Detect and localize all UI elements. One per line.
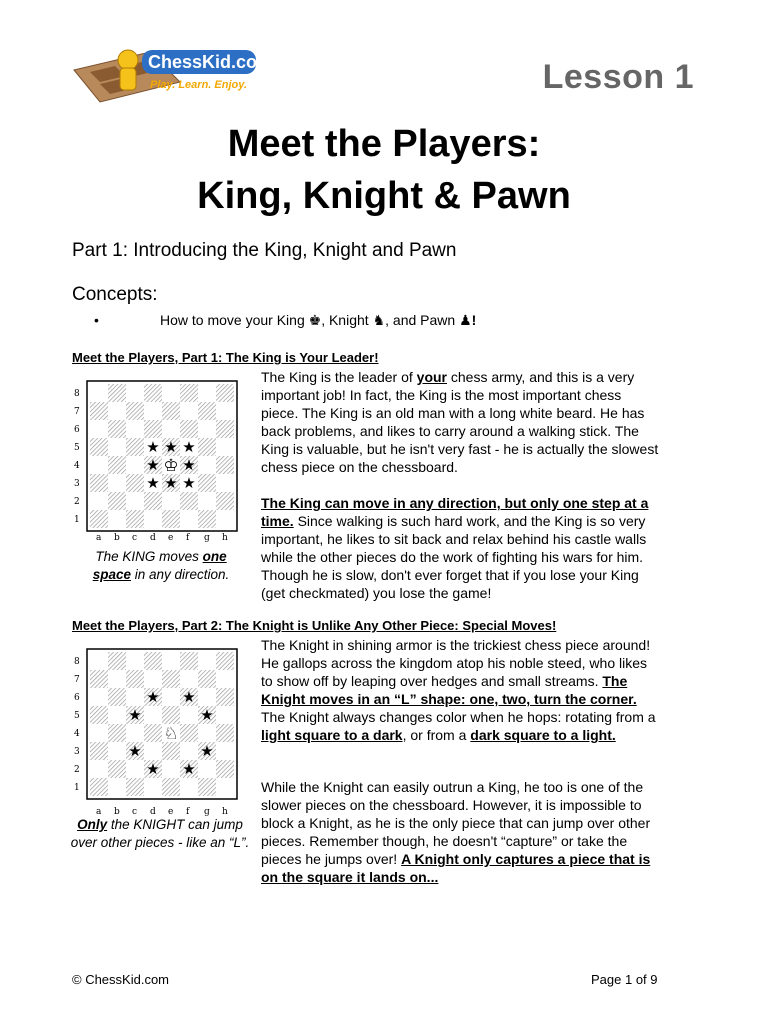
board-square-h1 [216, 778, 234, 796]
board-square-f7 [180, 402, 198, 420]
board-square-a4 [90, 724, 108, 742]
board-square-a8 [90, 384, 108, 402]
knight-caption [70, 816, 250, 852]
board-square-b3 [108, 742, 126, 760]
text-segment: The King is the leader of [261, 369, 417, 385]
move-star-icon: ★ [182, 760, 196, 778]
board-square-h7 [216, 670, 234, 688]
board-square-h3 [216, 474, 234, 492]
move-star-icon: ★ [164, 474, 178, 492]
move-star-icon: ★ [128, 742, 142, 760]
board-square-h8 [216, 652, 234, 670]
section1-paragraph1 [261, 368, 661, 476]
board-square-a6 [90, 688, 108, 706]
rank-label: 7 [74, 407, 80, 417]
text-segment: chess army, and this is a very important job! In fact, the King is the most important chess piece. The King is an old man with a long white beard. He has back problems, and likes to carry around a walking stick. The King is valuable, but he isn't very fast - he is actually the slowest chess piece on the chessboard. [261, 369, 659, 475]
board-square-d1 [144, 510, 162, 528]
board-square-h2 [216, 760, 234, 778]
board-square-c6 [126, 688, 144, 706]
board-square-a1 [90, 510, 108, 528]
move-star-icon: ★ [164, 438, 178, 456]
board-square-b6 [108, 420, 126, 438]
board-square-b2 [108, 760, 126, 778]
text-segment: Only [77, 817, 108, 832]
board-square-g2 [198, 760, 216, 778]
rank-label: 3 [74, 747, 80, 757]
section1-paragraph2 [261, 494, 661, 602]
board-square-e1 [162, 510, 180, 528]
text-segment: While the Knight can easily outrun a King, he too is one of the slower pieces on the chessboard. However, it is impossible to block a Knight, as he is the only piece that can jump over other pieces. Remember though, he doesn't “capture” or take the pieces he jumps over! [261, 779, 651, 867]
text-segment: in any direction. [130, 567, 230, 582]
board-square-b6 [108, 688, 126, 706]
board-square-f1 [180, 510, 198, 528]
board-square-e7 [162, 670, 180, 688]
rank-label: 4 [74, 461, 80, 471]
chesskid-logo [70, 42, 274, 104]
board-square-a1 [90, 778, 108, 796]
board-square-c1 [126, 510, 144, 528]
rank-label: 2 [74, 497, 80, 507]
move-star-icon: ★ [182, 456, 196, 474]
board-square-h1 [216, 510, 234, 528]
board-square-a8 [90, 652, 108, 670]
board-square-e3 [162, 742, 180, 760]
board-square-e6 [162, 688, 180, 706]
text-segment: The KING moves [95, 549, 203, 564]
king-move-board [66, 376, 238, 543]
board-square-e5 [162, 706, 180, 724]
board-square-e1 [162, 778, 180, 796]
board-square-h6 [216, 420, 234, 438]
text-segment: the KNIGHT can jump over other pieces - like an “L”. [70, 817, 250, 850]
file-label: g [204, 807, 210, 817]
board-square-g2 [198, 492, 216, 510]
bullet: • [94, 312, 99, 328]
text-segment: The King can move in any direction, but only one step at a time. [261, 495, 649, 529]
rank-label: 7 [74, 675, 80, 685]
board-square-a4 [90, 456, 108, 474]
board-square-h8 [216, 384, 234, 402]
concepts-item-end: ! [471, 312, 477, 328]
board-square-b2 [108, 492, 126, 510]
board-square-h6 [216, 688, 234, 706]
text-segment: one space [92, 549, 227, 582]
move-star-icon: ★ [182, 438, 196, 456]
board-square-d8 [144, 384, 162, 402]
text-segment: your [416, 369, 447, 385]
knight-move-board [66, 644, 238, 818]
board-square-a3 [90, 742, 108, 760]
move-star-icon: ★ [146, 438, 160, 456]
file-label: c [132, 533, 138, 543]
board-square-g8 [198, 384, 216, 402]
board-square-a2 [90, 492, 108, 510]
board-square-d4 [144, 724, 162, 742]
footer-copyright: © ChessKid.com [72, 972, 169, 987]
board-square-c7 [126, 402, 144, 420]
move-star-icon: ★ [182, 688, 196, 706]
board-square-d5 [144, 706, 162, 724]
board-square-c8 [126, 384, 144, 402]
rank-label: 8 [74, 389, 80, 399]
move-star-icon: ★ [200, 742, 214, 760]
board-square-a7 [90, 402, 108, 420]
file-label: g [204, 533, 210, 543]
file-label: d [150, 807, 156, 817]
board-square-d2 [144, 492, 162, 510]
board-square-g1 [198, 510, 216, 528]
board-square-g8 [198, 652, 216, 670]
board-square-g6 [198, 420, 216, 438]
board-square-f7 [180, 670, 198, 688]
board-square-a3 [90, 474, 108, 492]
board-square-d3 [144, 742, 162, 760]
board-square-a2 [90, 760, 108, 778]
section1-heading: Meet the Players, Part 1: The King is Your Leader! [72, 350, 379, 365]
board-square-g3 [198, 474, 216, 492]
file-label: a [96, 807, 102, 817]
file-label: b [114, 533, 120, 543]
board-square-d7 [144, 670, 162, 688]
board-square-c7 [126, 670, 144, 688]
king-caption [76, 548, 246, 584]
king-icon: ♚ [308, 313, 322, 329]
concepts-item-mid2: , and Pawn [385, 312, 456, 328]
board-square-c8 [126, 652, 144, 670]
board-square-g7 [198, 670, 216, 688]
board-square-e2 [162, 760, 180, 778]
rank-label: 6 [74, 693, 80, 703]
board-square-e7 [162, 402, 180, 420]
rank-label: 6 [74, 425, 80, 435]
text-segment: The Knight moves in an “L” shape: one, two, turn the corner. [261, 673, 637, 707]
board-square-g5 [198, 438, 216, 456]
board-square-h2 [216, 492, 234, 510]
board-square-b8 [108, 652, 126, 670]
board-square-f8 [180, 384, 198, 402]
text-segment: The Knight in shining armor is the trickiest chess piece around! He gallops across the kingdom atop his noble steed, who likes to show off by leaping over hedges and small streams. [261, 637, 651, 689]
board-square-f3 [180, 742, 198, 760]
file-label: e [168, 533, 174, 543]
board-square-b7 [108, 402, 126, 420]
section2-paragraph2 [261, 778, 661, 886]
board-square-h5 [216, 706, 234, 724]
file-label: c [132, 807, 138, 817]
board-square-c6 [126, 420, 144, 438]
board-square-c5 [126, 438, 144, 456]
board-square-f8 [180, 652, 198, 670]
file-label: a [96, 533, 102, 543]
page-title-line1: Meet the Players: [227, 123, 541, 165]
board-square-b5 [108, 438, 126, 456]
rank-label: 5 [74, 711, 80, 721]
rank-label: 1 [74, 783, 80, 793]
section2-heading: Meet the Players, Part 2: The Knight is Unlike Any Other Piece: Special Moves! [72, 618, 557, 633]
text-segment: dark square to a light. [470, 727, 616, 743]
concepts-heading: Concepts: [72, 284, 158, 305]
board-square-b4 [108, 724, 126, 742]
file-label: f [186, 807, 190, 817]
board-piece-icon: ♔ [163, 456, 179, 476]
board-square-b5 [108, 706, 126, 724]
text-segment: A Knight only captures a piece that is on the square it lands on... [261, 851, 651, 885]
board-square-f2 [180, 492, 198, 510]
text-segment: , or from a [402, 727, 471, 743]
rank-label: 3 [74, 479, 80, 489]
rank-label: 4 [74, 729, 80, 739]
page-title-line2: King, Knight & Pawn [197, 175, 571, 217]
board-square-b7 [108, 670, 126, 688]
file-label: f [186, 533, 190, 543]
board-square-h4 [216, 724, 234, 742]
board-square-c3 [126, 474, 144, 492]
board-square-c2 [126, 492, 144, 510]
board-square-b1 [108, 510, 126, 528]
board-square-f1 [180, 778, 198, 796]
concepts-item-prefix: How to move your King [160, 312, 305, 328]
board-square-a6 [90, 420, 108, 438]
file-label: e [168, 807, 174, 817]
board-square-e8 [162, 384, 180, 402]
file-label: b [114, 807, 120, 817]
board-square-a7 [90, 670, 108, 688]
rank-label: 8 [74, 657, 80, 667]
board-square-f6 [180, 420, 198, 438]
move-star-icon: ★ [200, 706, 214, 724]
text-segment: The Knight always changes color when he hops: rotating from a [261, 709, 656, 725]
rank-label: 2 [74, 765, 80, 775]
board-square-h4 [216, 456, 234, 474]
board-square-g1 [198, 778, 216, 796]
board-square-e2 [162, 492, 180, 510]
board-square-c2 [126, 760, 144, 778]
board-square-b8 [108, 384, 126, 402]
rank-label: 1 [74, 515, 80, 525]
lesson-label: Lesson 1 [542, 58, 694, 96]
board-square-g7 [198, 402, 216, 420]
board-square-d1 [144, 778, 162, 796]
knight-icon: ♞ [372, 313, 386, 329]
board-square-d7 [144, 402, 162, 420]
concepts-item-mid1: , Knight [321, 312, 369, 328]
concepts-item [160, 312, 476, 329]
board-square-h7 [216, 402, 234, 420]
board-square-c4 [126, 456, 144, 474]
board-square-e6 [162, 420, 180, 438]
board-square-f5 [180, 706, 198, 724]
board-square-c1 [126, 778, 144, 796]
board-square-c4 [126, 724, 144, 742]
board-square-g6 [198, 688, 216, 706]
svg-text:ChessKid.com: ChessKid.com [148, 52, 274, 72]
move-star-icon: ★ [182, 474, 196, 492]
file-label: h [222, 807, 228, 817]
board-square-a5 [90, 438, 108, 456]
board-square-h5 [216, 438, 234, 456]
board-square-g4 [198, 456, 216, 474]
board-square-h3 [216, 742, 234, 760]
section2-paragraph1 [261, 636, 661, 744]
board-square-d6 [144, 420, 162, 438]
board-square-d8 [144, 652, 162, 670]
board-square-a5 [90, 706, 108, 724]
text-segment: Since walking is such hard work, and the King is so very important, he likes to sit back and relax behind his castle walls while the other pieces do the work of fighting his wars for him. Though he is slow, don't ever forget that if you lose your King (get checkmated) you lose the game! [261, 513, 647, 601]
board-square-f4 [180, 724, 198, 742]
move-star-icon: ★ [128, 706, 142, 724]
move-star-icon: ★ [146, 456, 160, 474]
board-piece-icon: ♘ [163, 724, 179, 744]
part-heading: Part 1: Introducing the King, Knight and Pawn [72, 240, 457, 261]
svg-text:Play. Learn. Enjoy.: Play. Learn. Enjoy. [150, 79, 247, 91]
text-segment: light square to a dark [261, 727, 403, 743]
file-label: d [150, 533, 156, 543]
move-star-icon: ★ [146, 760, 160, 778]
file-label: h [222, 533, 228, 543]
board-square-b4 [108, 456, 126, 474]
pawn-icon: ♟ [459, 313, 472, 329]
board-square-b1 [108, 778, 126, 796]
rank-label: 5 [74, 443, 80, 453]
board-square-e8 [162, 652, 180, 670]
move-star-icon: ★ [146, 688, 160, 706]
move-star-icon: ★ [146, 474, 160, 492]
footer-page-number: Page 1 of 9 [591, 972, 658, 987]
board-square-b3 [108, 474, 126, 492]
board-square-g4 [198, 724, 216, 742]
